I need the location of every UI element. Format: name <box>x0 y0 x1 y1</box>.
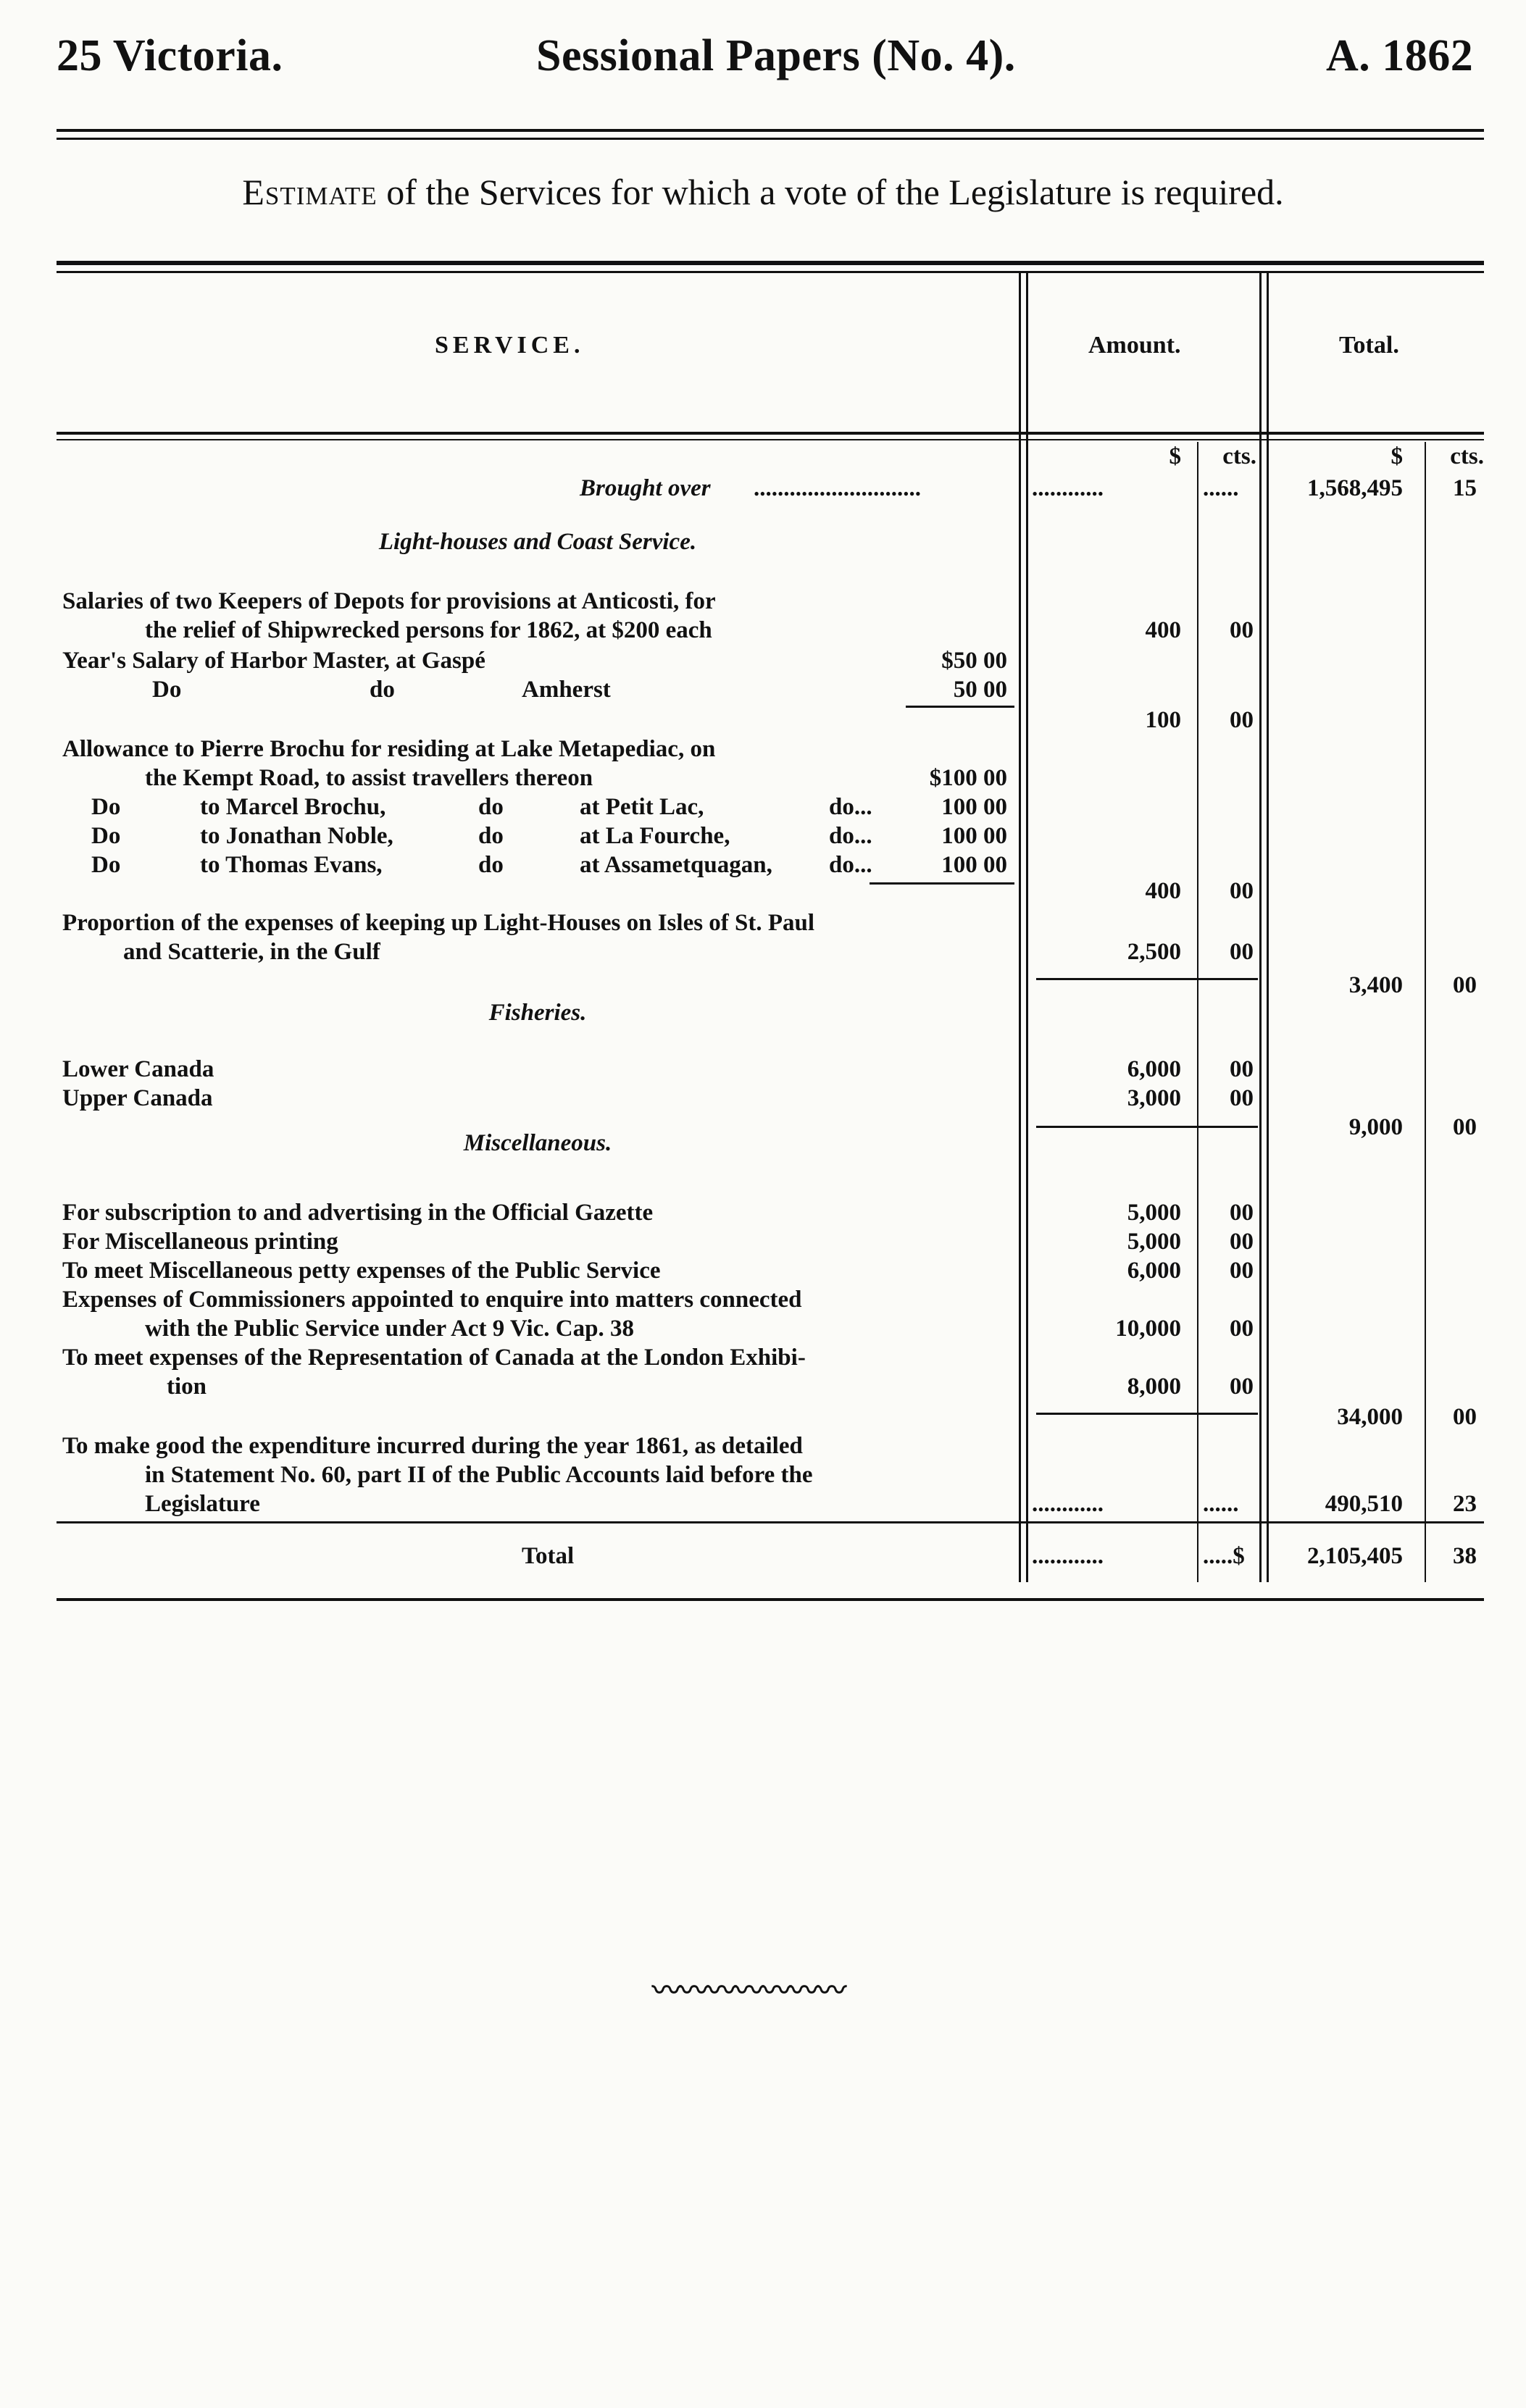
expenditure-line2: in Statement No. 60, part II of the Public Accounts laid before the <box>145 1462 813 1488</box>
misc-commissioners-line1: Expenses of Commissioners appointed to enquire into matters connected <box>62 1287 802 1313</box>
total-dollar-sign: $ <box>1391 443 1403 469</box>
table-top-rule <box>57 261 1484 265</box>
allowance-row-place: at Assametquagan, <box>580 852 772 878</box>
header-rule-bottom <box>57 138 1484 140</box>
section-lighthouses-heading: Light-houses and Coast Service. <box>378 529 697 555</box>
header-series: Sessional Papers (No. 4). <box>536 31 1016 80</box>
misc-gazette-amount: 5,000 <box>1127 1200 1181 1226</box>
fisheries-amount-rule <box>1036 1126 1258 1128</box>
misc-petty-cts: 00 <box>1230 1258 1254 1284</box>
allowance-row-do3: do... <box>829 823 872 849</box>
allowance-row-name: to Jonathan Noble, <box>200 823 393 849</box>
misc-printing-amount: 5,000 <box>1127 1229 1181 1255</box>
brought-over-amount-dots: ............ <box>1032 475 1104 501</box>
grand-total-value: 2,105,405 <box>1307 1543 1403 1569</box>
lighthouses-total-cts: 00 <box>1453 972 1477 998</box>
title-rest: of the Services for which a vote of the Legislature is required. <box>377 172 1284 212</box>
pre-total-rule <box>57 1521 1484 1523</box>
allowance-amount: 400 <box>1145 878 1181 904</box>
section-miscellaneous-heading: Miscellaneous. <box>463 1130 612 1156</box>
allowance-row-do3: do... <box>829 794 872 820</box>
harbor-place-amherst: Amherst <box>522 677 611 703</box>
allowance-row-value: 100 00 <box>941 823 1007 849</box>
ornament-divider: 〰〰〰〰〰〰〰 <box>652 1974 845 2007</box>
harbor-cts: 00 <box>1230 707 1254 733</box>
fisheries-row-label: Upper Canada <box>62 1085 213 1111</box>
grand-total-label: Total <box>522 1543 575 1569</box>
lighthouses-amount-rule <box>1036 978 1258 980</box>
brought-over-cts: 15 <box>1453 475 1477 501</box>
harbor-master-gaspe-value: $50 00 <box>941 648 1007 674</box>
misc-total-cts: 00 <box>1453 1404 1477 1430</box>
col-rule-service-b <box>1026 271 1028 1582</box>
fisheries-row-label: Lower Canada <box>62 1056 214 1082</box>
harbor-amount: 100 <box>1145 707 1181 733</box>
allowance-row-do: Do <box>91 794 121 820</box>
header-sep-rule <box>57 432 1484 435</box>
expenditure-line1: To make good the expenditure incurred during the year 1861, as detailed <box>62 1433 803 1459</box>
header-year: A. 1862 <box>1326 31 1474 80</box>
harbor-do: Do <box>152 677 182 703</box>
allowance-row-place: at La Fourche, <box>580 823 730 849</box>
allowance-line2: the Kempt Road, to assist travellers thereon <box>145 765 593 791</box>
fisheries-row-amount: 3,000 <box>1127 1085 1181 1111</box>
section-fisheries-heading: Fisheries. <box>488 1000 587 1026</box>
col-rule-amount-cts <box>1197 442 1198 1582</box>
misc-petty-label: To meet Miscellaneous petty expenses of the Public Service <box>62 1258 661 1284</box>
misc-gazette-cts: 00 <box>1230 1200 1254 1226</box>
table-top-rule-thin <box>57 271 1484 273</box>
brought-over-leader: ............................ <box>754 475 921 501</box>
expenditure-total-cts: 23 <box>1453 1491 1477 1517</box>
column-service: SERVICE. <box>435 332 585 359</box>
expenditure-line3: Legislature <box>145 1491 260 1517</box>
header-rule-top <box>57 129 1484 132</box>
misc-amount-rule <box>1036 1413 1258 1415</box>
fisheries-row-cts: 00 <box>1230 1085 1254 1111</box>
lighthouse-proportion-line1: Proportion of the expenses of keeping up Light-Houses on Isles of St. Paul <box>62 910 815 936</box>
amount-dollar-sign: $ <box>1169 443 1181 469</box>
column-amount: Amount. <box>1088 332 1181 359</box>
allowance-cts: 00 <box>1230 878 1254 904</box>
col-rule-service-a <box>1019 271 1021 1582</box>
misc-exhibition-amount: 8,000 <box>1127 1374 1181 1400</box>
fisheries-total: 9,000 <box>1348 1114 1403 1140</box>
harbor-subtotal-rule <box>906 706 1014 708</box>
allowance-row-value: 100 00 <box>941 794 1007 820</box>
page-title <box>0 171 1526 213</box>
allowance-row-do2: do <box>478 852 504 878</box>
col-rule-amount-b <box>1267 271 1269 1582</box>
col-rule-total-cts <box>1425 442 1426 1582</box>
allowance-row-do: Do <box>91 823 121 849</box>
brought-over-label: Brought over <box>580 475 711 501</box>
expenditure-total: 490,510 <box>1325 1491 1403 1517</box>
total-cts-label: cts. <box>1450 443 1484 469</box>
allowance-row-do3: do... <box>829 852 872 878</box>
misc-petty-amount: 6,000 <box>1127 1258 1181 1284</box>
allowance-row-place: at Petit Lac, <box>580 794 704 820</box>
header-sep-rule-thin <box>57 439 1484 440</box>
fisheries-row-amount: 6,000 <box>1127 1056 1181 1082</box>
allowance-row-value: 100 00 <box>941 852 1007 878</box>
title-lead: Estimate <box>242 172 378 212</box>
misc-exhibition-cts: 00 <box>1230 1374 1254 1400</box>
allowance-subtotal-rule <box>870 882 1014 885</box>
misc-exhibition-line1: To meet expenses of the Representation of Canada at the London Exhibi- <box>62 1345 806 1371</box>
lighthouse-proportion-amount: 2,500 <box>1127 939 1181 965</box>
misc-commissioners-line2: with the Public Service under Act 9 Vic. Cap. 38 <box>145 1316 634 1342</box>
salaries-cts: 00 <box>1230 617 1254 643</box>
column-total: Total. <box>1339 332 1399 359</box>
allowance-row-name: to Marcel Brochu, <box>200 794 386 820</box>
misc-gazette-label: For subscription to and advertising in the Official Gazette <box>62 1200 654 1226</box>
misc-exhibition-line2: tion <box>167 1374 207 1400</box>
salaries-line2: the relief of Shipwrecked persons for 1862, at $200 each <box>145 617 712 643</box>
col-rule-amount-a <box>1259 271 1262 1582</box>
amount-cts-label: cts. <box>1222 443 1256 469</box>
misc-total: 34,000 <box>1337 1404 1403 1430</box>
table-bottom-rule <box>57 1598 1484 1601</box>
allowance-row-name: to Thomas Evans, <box>200 852 383 878</box>
expenditure-amount-dots: ............ <box>1032 1491 1104 1517</box>
lighthouse-proportion-cts: 00 <box>1230 939 1254 965</box>
misc-printing-cts: 00 <box>1230 1229 1254 1255</box>
header-volume: 25 Victoria. <box>57 31 283 80</box>
harbor-master-line: Year's Salary of Harbor Master, at Gaspé <box>62 648 485 674</box>
expenditure-cts-dots: ...... <box>1203 1491 1239 1517</box>
grand-total-cts: 38 <box>1453 1543 1477 1569</box>
brought-over-cts-dots: ...... <box>1203 475 1239 501</box>
allowance-row-do: Do <box>91 852 121 878</box>
lighthouses-total: 3,400 <box>1348 972 1403 998</box>
allowance-line1: Allowance to Pierre Brochu for residing at Lake Metapediac, on <box>62 736 716 762</box>
grand-total-cts-dots: .....$ <box>1203 1543 1245 1569</box>
lighthouse-proportion-line2: and Scatterie, in the Gulf <box>123 939 380 965</box>
allowance-brochu-value: $100 00 <box>929 765 1007 791</box>
salaries-line1: Salaries of two Keepers of Depots for provisions at Anticosti, for <box>62 588 716 614</box>
brought-over-total: 1,568,495 <box>1307 475 1403 501</box>
fisheries-row-cts: 00 <box>1230 1056 1254 1082</box>
grand-total-amount-dots: ............ <box>1032 1543 1104 1569</box>
harbor-master-amherst-value: 50 00 <box>953 677 1007 703</box>
harbor-do2: do <box>370 677 395 703</box>
fisheries-total-cts: 00 <box>1453 1114 1477 1140</box>
misc-printing-label: For Miscellaneous printing <box>62 1229 338 1255</box>
allowance-row-do2: do <box>478 794 504 820</box>
allowance-row-do2: do <box>478 823 504 849</box>
misc-commissioners-amount: 10,000 <box>1115 1316 1181 1342</box>
salaries-amount: 400 <box>1145 617 1181 643</box>
misc-commissioners-cts: 00 <box>1230 1316 1254 1342</box>
